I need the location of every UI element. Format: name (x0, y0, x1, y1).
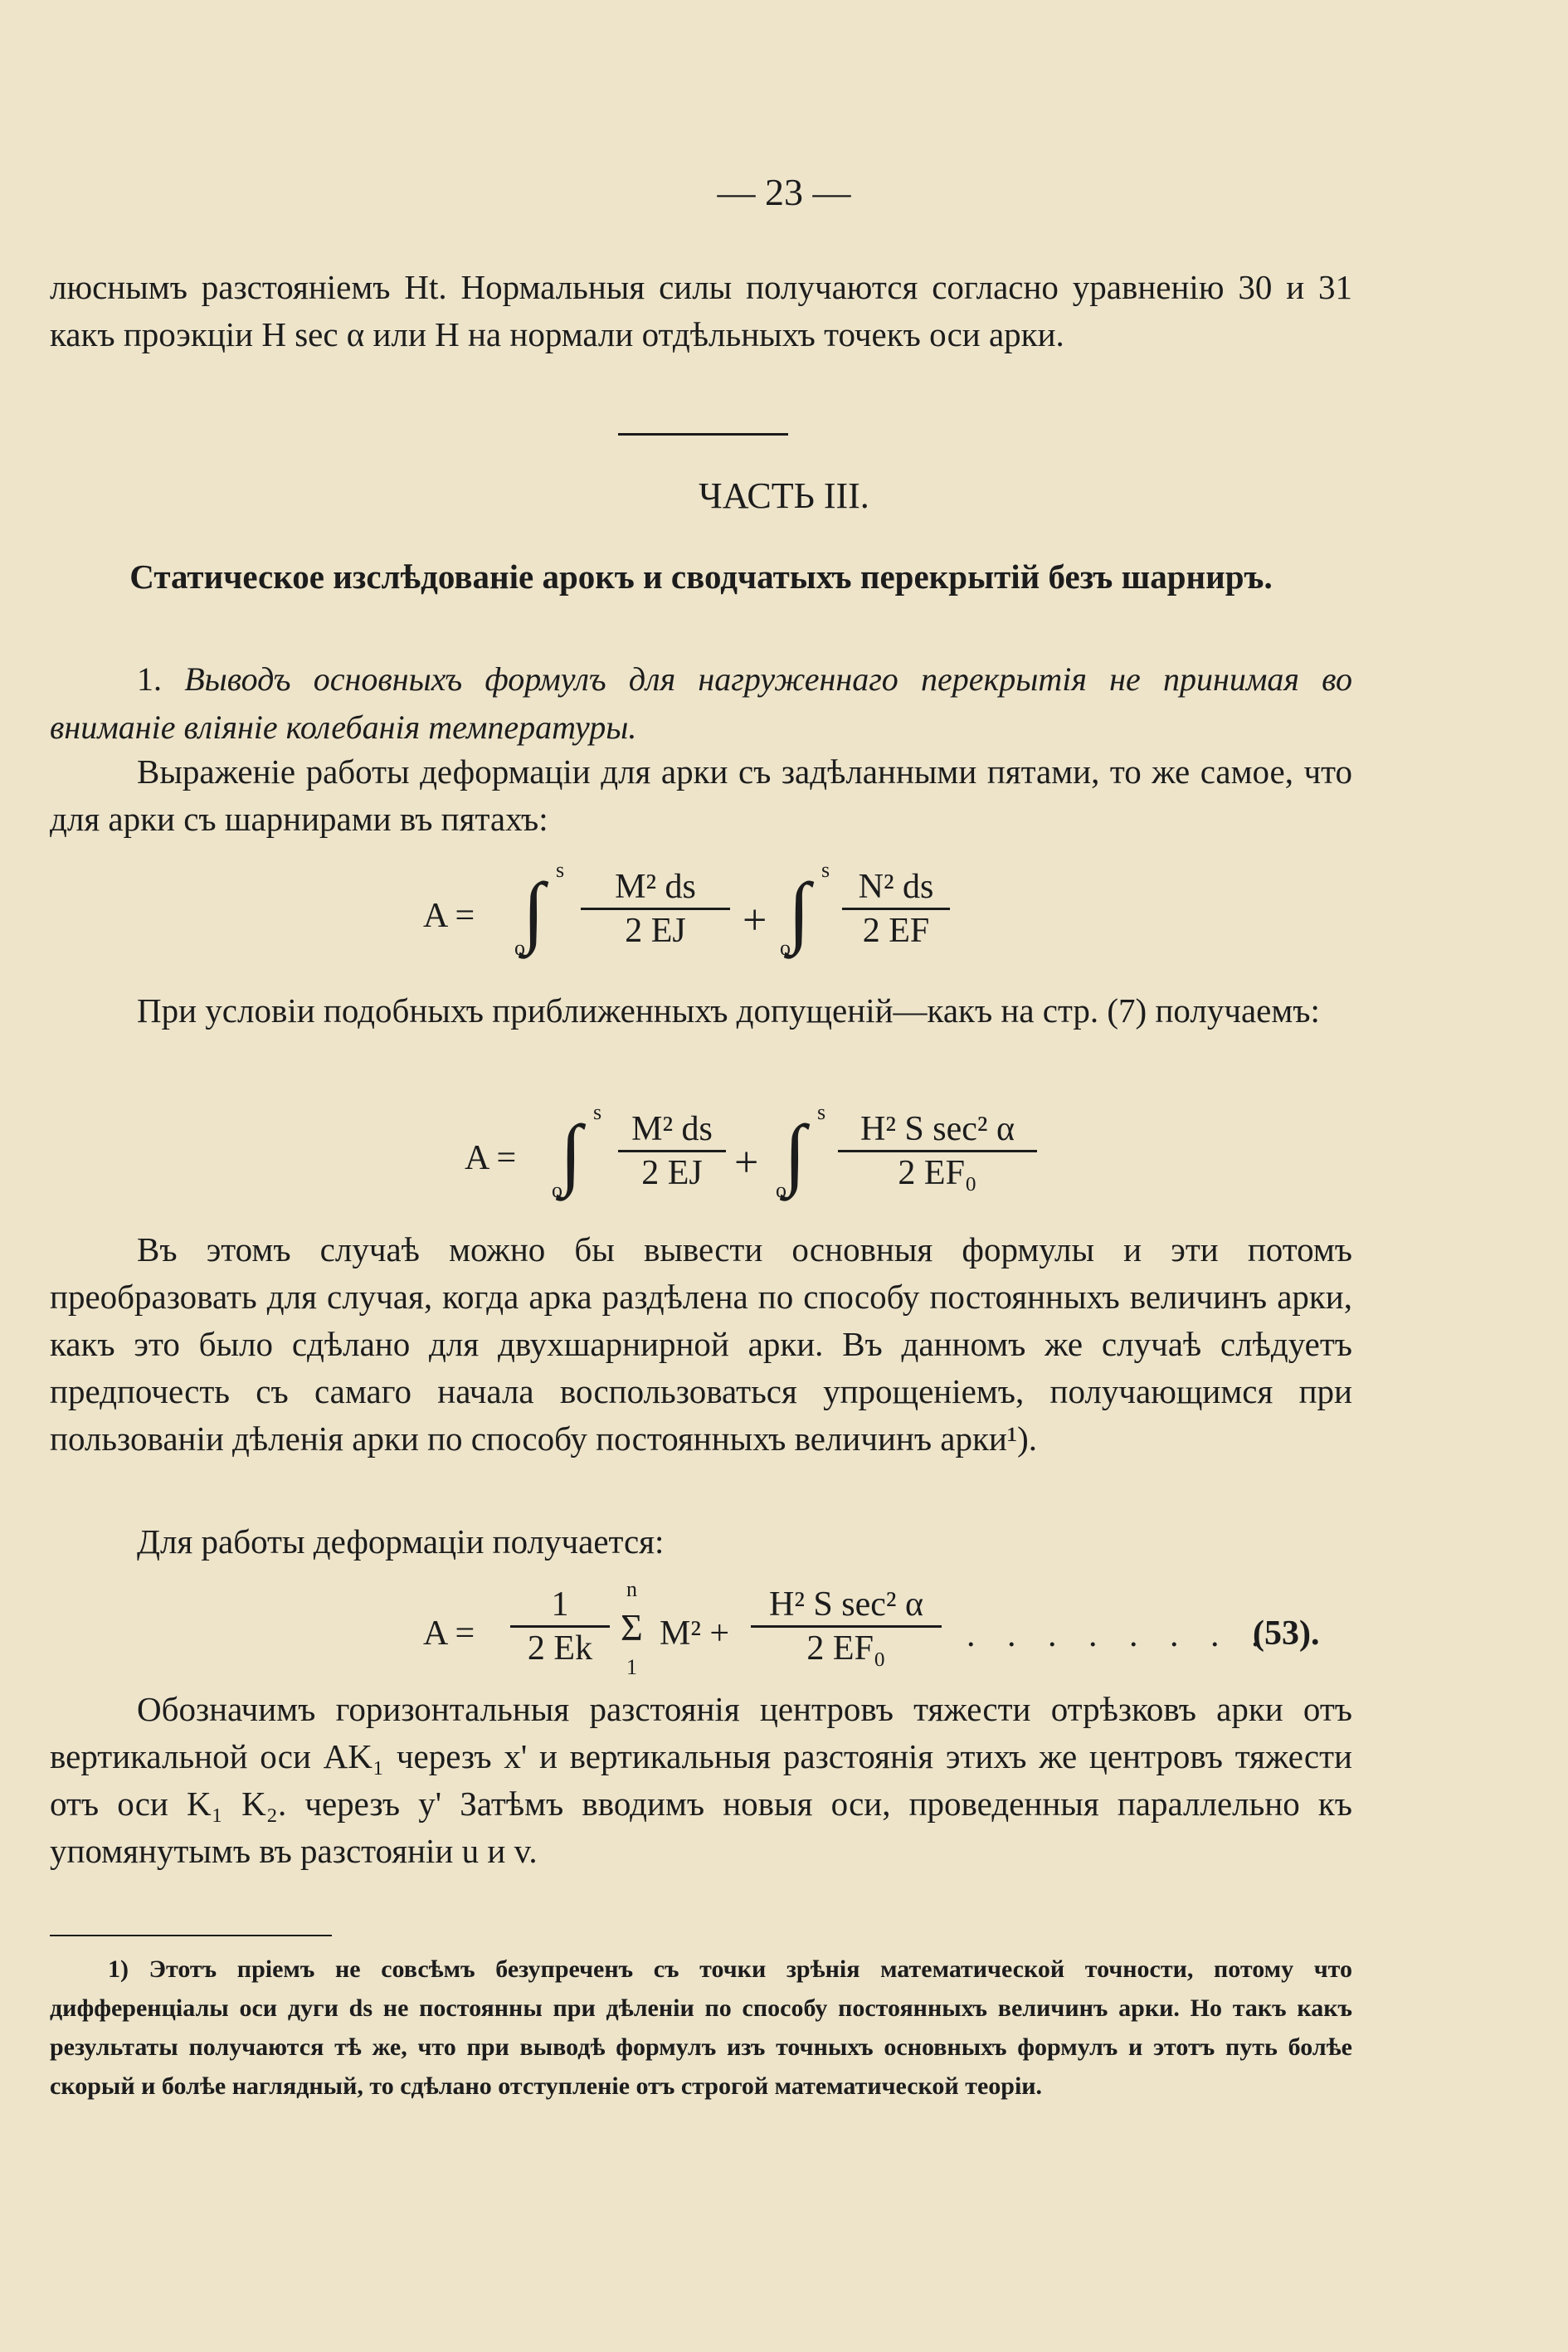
sum-symbol: Σ (621, 1606, 643, 1648)
subsection-heading (50, 655, 1352, 752)
fraction-2 (751, 1584, 942, 1669)
fraction-1 (581, 866, 730, 952)
paragraph-3 (50, 1226, 1352, 1463)
paragraph-text: Въ этомъ случаѣ можно бы вывести основныя формулы и эти потомъ преобразовать для случая, когда арка раздѣлена по способу постоянныхъ величинъ арки, какъ это было сдѣлано для двухшарнирной арки. Въ данномъ же случаѣ слѣдуетъ предпочесть съ самаго начала воспользоваться упрощенiемъ, получающимся при пользованiи дѣленiя арки по способу постоянныхъ величинъ арки¹). (50, 1230, 1352, 1458)
fraction-1 (618, 1108, 726, 1194)
fraction-denominator: 2 EJ (581, 908, 730, 952)
footnote-text: Этотъ прiемъ не совсѣмъ безупреченъ съ точки зрѣнiя математической точности, потому что дифференцiалы оси дуги ds не постоянны при дѣленiи по способу постоянныхъ величинъ арки. Но такъ какъ результаты получаются тѣ же, что при выводѣ формулъ изъ точныхъ основныхъ формулъ и этотъ путь болѣе скорый и болѣе наглядный, то сдѣлано отступленiе отъ строгой математической теорiи. (50, 1955, 1353, 2100)
integral-lower-limit: o (780, 936, 791, 960)
fraction-denominator: 2 Ek (510, 1625, 610, 1669)
fraction-numerator: H² S sec² α (859, 1110, 1015, 1148)
fraction-numerator: H² S sec² α (768, 1585, 923, 1624)
fraction-denominator: 2 EF₀ (751, 1625, 942, 1669)
plus-sign: + (743, 897, 767, 944)
paragraph-text: Для работы деформацiи получается: (137, 1522, 665, 1561)
fraction-denominator: 2 EF₀ (838, 1150, 1037, 1194)
formula-2 (465, 1097, 1062, 1213)
subsection-number: 1. (137, 660, 162, 698)
plus-sign: + (734, 1139, 759, 1186)
integral-lower-limit: o (514, 936, 525, 960)
integral-sign: ∫ (788, 866, 811, 955)
footnote-marker: 1) (108, 1955, 129, 1983)
fraction-2 (842, 866, 950, 952)
integral-upper-limit: s (593, 1100, 602, 1124)
paragraph-text: люснымъ разстоянiемъ Ht. Нормальныя силы получаются согласно уравненiю 30 и 31 какъ проэкцiи H sec α или H на нормали отдѣльныхъ точекъ оси арки. (50, 268, 1352, 353)
integral-lower-limit: o (552, 1178, 562, 1202)
integral-sign: ∫ (784, 1108, 806, 1197)
integral-lower-limit: o (776, 1178, 786, 1202)
paragraph-text: Выраженiе работы деформацiи для арки съ задѣланными пятами, то же самое, что для арки съ шарнирами въ пятахъ: (50, 752, 1352, 838)
fraction-numerator: M² ds (631, 1110, 713, 1148)
paragraph-4 (50, 1518, 1352, 1566)
footnote-divider (50, 1935, 332, 1936)
section-heading: Статическое изслѣдованiе арокъ и сводчатыхъ перекрытiй безъ шарниръ. (129, 558, 1273, 596)
fraction-numerator: N² ds (858, 868, 934, 906)
paragraph-1 (50, 748, 1352, 843)
paragraph-text: При условiи подобныхъ приближенныхъ допущенiй—какъ на стр. (7) получаемъ: (137, 991, 1320, 1030)
sum-lower-limit: 1 (626, 1655, 637, 1679)
formula-lhs: A = (423, 1614, 475, 1653)
integral-upper-limit: s (817, 1100, 826, 1124)
paragraph-continued (50, 264, 1352, 358)
sum-term: M² + (660, 1614, 730, 1653)
paragraph-text: Обозначимъ горизонтальныя разстоянiя центровъ тяжести отрѣзковъ арки отъ вертикальной оси AK₁ черезъ x' и вертикальныя разстоянiя этихъ же центровъ тяжести отъ оси K₁ K₂. черезъ y' Затѣмъ вводимъ новыя оси, проведенныя параллельно къ упомянутымъ въ разстоянiи u и v. (50, 1690, 1352, 1870)
page-number: — 23 — (717, 171, 851, 213)
fraction-numerator: M² ds (615, 868, 696, 906)
fraction-denominator: 2 EF (842, 908, 950, 952)
sum-upper-limit: n (626, 1577, 637, 1601)
integral-sign: ∫ (560, 1108, 582, 1197)
integral-upper-limit: s (821, 858, 830, 882)
section-divider (618, 433, 788, 436)
formula-lhs: A = (465, 1139, 517, 1177)
leader-dots: . . . . . . . . (967, 1616, 1272, 1654)
integral-sign: ∫ (523, 866, 545, 955)
formula-53 (423, 1572, 1356, 1688)
paragraph-2 (50, 987, 1352, 1035)
fraction-denominator: 2 EJ (618, 1150, 726, 1194)
footnote (50, 1950, 1352, 2106)
fraction-numerator: 1 (551, 1585, 569, 1624)
integral-upper-limit: s (556, 858, 565, 882)
paragraph-5 (50, 1686, 1352, 1875)
fraction-2 (838, 1108, 1037, 1194)
formula-1 (423, 855, 1004, 971)
fraction-1 (510, 1584, 610, 1669)
formula-lhs: A = (423, 897, 475, 935)
subsection-title: Выводъ основныхъ формулъ для нагруженнаго перекрытiя не принимая во вниманiе влiянiе колебанiя температуры. (50, 660, 1353, 746)
part-heading: ЧАСТЬ III. (699, 475, 869, 516)
equation-number: (53). (1253, 1614, 1320, 1653)
